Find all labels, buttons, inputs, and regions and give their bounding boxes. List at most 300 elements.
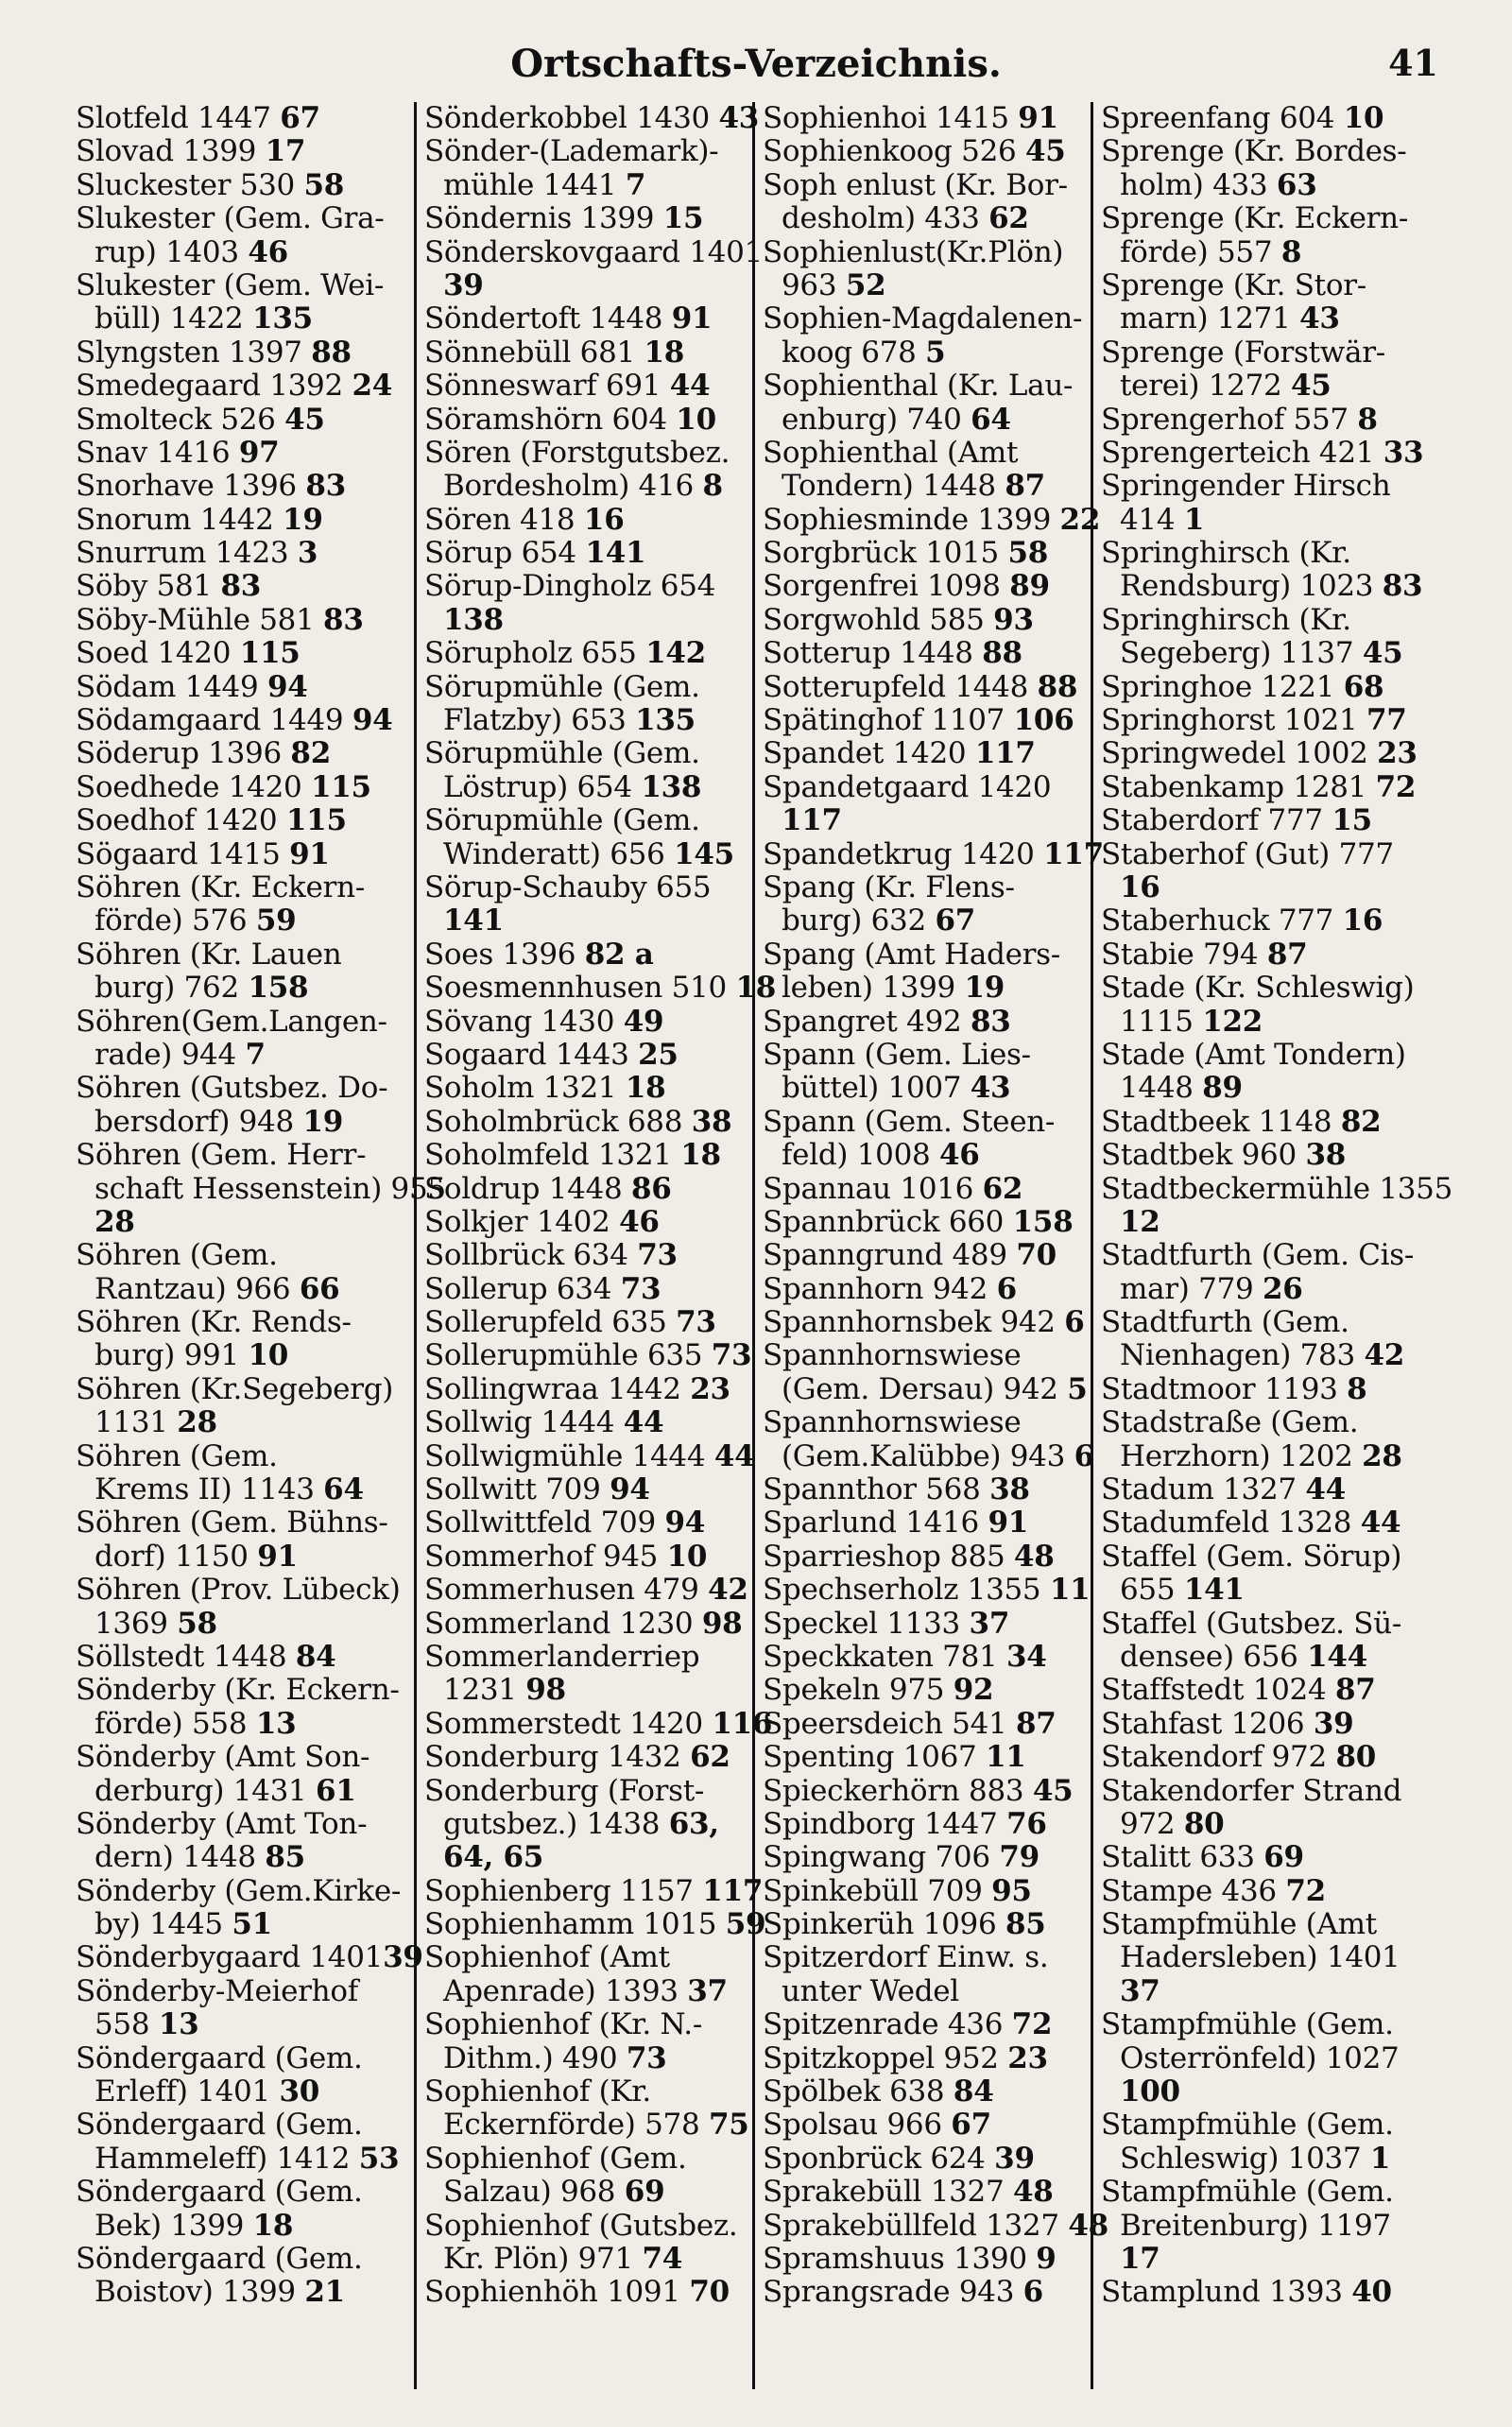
entry-text: Sögaard 1415 — [76, 836, 290, 871]
entry-number: 45 — [1024, 134, 1066, 169]
entry-number: 59 — [255, 904, 297, 938]
entry-number: 45 — [1032, 1773, 1074, 1808]
entry-text: Söhren (Gem. Bühns- — [76, 1506, 388, 1541]
entry-text: Sophienhof (Kr. N.- — [424, 2007, 703, 2042]
entry-number: 42 — [1364, 1338, 1404, 1373]
entry-line — [1101, 1072, 1432, 1105]
entry-number: 117 — [782, 803, 842, 838]
entry-number: 138 — [443, 602, 504, 637]
entry-line — [76, 135, 406, 168]
entry-number: 91 — [289, 836, 330, 871]
entry-text: Spandet 1420 — [763, 736, 975, 771]
entry-line — [76, 336, 406, 370]
entry-number: 83 — [323, 602, 364, 637]
entry-number: 16 — [583, 502, 625, 537]
entry-text: Spechserholz 1355 — [763, 1573, 1050, 1608]
entry-text: Slukester (Gem. Wei- — [76, 267, 385, 302]
entry-line — [1101, 2008, 1432, 2041]
entry-number: 6 — [996, 1271, 1017, 1306]
entry-text: Spekeln 975 — [763, 1673, 954, 1708]
entry-number: 117 — [1043, 836, 1104, 871]
entry-number: 46 — [938, 1138, 980, 1173]
entry-text: Breitenburg) 1197 — [1120, 2208, 1391, 2243]
entry-line — [1101, 1171, 1453, 1206]
entry-number: 69 — [1263, 1840, 1304, 1875]
entry-number: 77 — [1366, 703, 1407, 738]
entry-line — [1101, 1106, 1432, 1139]
entry-line — [424, 1006, 755, 1039]
entry-text: Södamgaard 1449 — [76, 703, 352, 738]
entry-text: Sörup-Schauby 655 — [424, 869, 712, 904]
entry-line — [763, 404, 1093, 437]
entry-line — [763, 704, 1093, 737]
entry-text: Sonderburg 1432 — [424, 1740, 691, 1775]
entry-line — [76, 236, 406, 269]
entry-line — [1101, 2042, 1432, 2075]
entry-number: 73 — [620, 1271, 662, 1306]
entry-text: Snurrum 1423 — [76, 536, 298, 571]
entry-text: Söramshörn 604 — [424, 402, 677, 437]
entry-text: Söderup 1396 — [76, 736, 291, 771]
entry-text: Söndergaard (Gem. — [76, 2175, 363, 2210]
entry-text: burg) 991 — [94, 1338, 249, 1373]
entry-text: Soedhof 1420 — [76, 803, 286, 838]
entry-line — [424, 2143, 755, 2176]
entry-line — [763, 1306, 1093, 1339]
entry-line — [763, 1039, 1093, 1072]
entry-text: Söndertoft 1448 — [424, 301, 672, 336]
entry-text: leben) 1399 — [782, 971, 965, 1006]
entry-text: Soholmfeld 1321 — [424, 1138, 681, 1173]
entry-line — [76, 637, 406, 670]
entry-number: 61 — [315, 1773, 356, 1808]
entry-line — [763, 1440, 1093, 1473]
entry-number: 87 — [1005, 469, 1045, 504]
entry-text: Sollingwraa 1442 — [424, 1371, 691, 1406]
entry-line — [1101, 771, 1432, 804]
entry-text: Stadstraße (Gem. — [1101, 1405, 1359, 1440]
entry-text: Staberhof (Gut) 777 — [1101, 836, 1394, 871]
column-4 — [1091, 101, 1453, 2389]
entry-text: 558 — [94, 2007, 159, 2042]
entry-text: Sollbrück 634 — [424, 1238, 638, 1273]
entry-text: Sören (Forstgutsbez. — [424, 435, 730, 470]
entry-line — [424, 404, 755, 437]
entry-text: Sommerhof 945 — [424, 1539, 667, 1574]
entry-number: 23 — [1007, 2040, 1048, 2075]
entry-text: Sophienhof (Gem. — [424, 2141, 687, 2176]
entry-line — [76, 1206, 406, 1239]
entry-number: 44 — [1305, 1472, 1346, 1507]
entry-text: koog 678 — [782, 335, 926, 370]
entry-line — [424, 1674, 755, 1707]
entry-number: 24 — [352, 369, 392, 404]
entry-text: Sprenge (Kr. Bordes- — [1101, 134, 1407, 169]
entry-number: 82 a — [584, 937, 654, 972]
entry-text: (Gem. Dersau) 942 — [782, 1371, 1068, 1406]
entry-text: Sollerupmühle 635 — [424, 1338, 712, 1373]
entry-line — [763, 502, 1101, 537]
entry-text: Sophienhof (Amt — [424, 1940, 670, 1975]
entry-text: Bordesholm) 416 — [443, 469, 703, 504]
entry-number: 72 — [1375, 769, 1417, 804]
entry-text: Soes 1396 — [424, 937, 585, 972]
entry-text: Sönderby-Meierhof — [76, 1973, 358, 2008]
entry-text: Soed 1420 — [76, 636, 240, 671]
entry-line — [76, 1373, 406, 1406]
entry-text: Sophienberg 1157 — [424, 1873, 703, 1908]
entry-line — [76, 1106, 406, 1139]
entry-text: Sönderby (Amt Son- — [76, 1740, 370, 1775]
entry-number: 98 — [525, 1673, 566, 1708]
entry-text: Söndergaard (Gem. — [76, 2040, 363, 2075]
entry-line — [763, 2176, 1093, 2209]
entry-text: Sörupmühle (Gem. — [424, 669, 700, 704]
entry-text: Slotfeld 1447 — [76, 101, 281, 135]
entry-line — [763, 938, 1093, 972]
entry-number: 23 — [690, 1371, 730, 1406]
entry-number: 83 — [305, 469, 346, 504]
entry-line — [76, 537, 406, 570]
entry-text: Speckkaten 781 — [763, 1639, 1006, 1674]
entry-line — [76, 1273, 406, 1306]
entry-line — [763, 437, 1093, 470]
entry-line — [76, 1406, 406, 1439]
entry-number: 38 — [1305, 1138, 1346, 1173]
entry-line — [1101, 604, 1432, 637]
entry-text: Sorgbrück 1015 — [763, 536, 1008, 571]
entry-number: 94 — [664, 1506, 705, 1541]
entry-text: förde) 576 — [94, 904, 256, 938]
entry-line — [424, 1306, 755, 1339]
entry-text: Spingwang 706 — [763, 1840, 1000, 1875]
entry-number: 13 — [255, 1706, 297, 1741]
entry-text: Spannbrück 660 — [763, 1204, 1013, 1239]
entry-line — [1101, 1373, 1432, 1406]
entry-line — [763, 637, 1093, 670]
entry-number: 62 — [988, 201, 1029, 236]
entry-line — [76, 2243, 406, 2276]
entry-number: 6 — [1022, 2275, 1043, 2310]
entry-line — [76, 1908, 406, 1941]
entry-line — [1101, 2176, 1432, 2209]
entry-line — [763, 2008, 1093, 2041]
entry-number: 11 — [1049, 1573, 1091, 1608]
entry-line — [424, 1072, 755, 1105]
entry-text: Spannhornswiese — [763, 1338, 1022, 1373]
entry-text: Speersdeich 541 — [763, 1706, 1017, 1741]
entry-line — [424, 771, 755, 804]
entry-line — [424, 1206, 755, 1239]
entry-number: 34 — [1006, 1639, 1047, 1674]
entry-line — [76, 838, 406, 871]
entry-text: Sommerland 1230 — [424, 1606, 702, 1641]
entry-text: Tondern) 1448 — [782, 469, 1005, 504]
entry-number: 84 — [295, 1639, 336, 1674]
entry-text: Söhren (Gem. — [76, 1238, 278, 1273]
entry-number: 30 — [279, 2074, 319, 2109]
entry-line — [76, 904, 406, 938]
entry-line — [1101, 1506, 1432, 1540]
entry-number: 13 — [158, 2007, 199, 2042]
entry-number: 19 — [964, 971, 1005, 1006]
entry-text: Sprangsrade 943 — [763, 2275, 1023, 2310]
entry-text: Stade (Amt Tondern) — [1101, 1037, 1406, 1072]
entry-number: 87 — [1334, 1673, 1376, 1708]
entry-text: Winderatt) 656 — [443, 836, 675, 871]
entry-text: Staberdorf 777 — [1101, 803, 1332, 838]
entry-text: Spandetkrug 1420 — [763, 836, 1044, 871]
entry-text: desholm) 433 — [782, 201, 989, 236]
entry-text: Spreenfang 604 — [1101, 101, 1344, 135]
page-number: 41 — [1388, 42, 1438, 84]
entry-line — [76, 370, 406, 403]
entry-text: Sophienthal (Kr. Lau- — [763, 369, 1074, 404]
entry-line — [424, 101, 760, 135]
entry-text: förde) 557 — [1120, 234, 1281, 269]
entry-text: Sophien-Magdalenen- — [763, 301, 1083, 336]
entry-line — [76, 1608, 406, 1641]
entry-number: 58 — [177, 1606, 217, 1641]
entry-line — [424, 234, 763, 269]
entry-text: Soph enlust (Kr. Bor- — [763, 167, 1068, 202]
entry-number: 82 — [1340, 1104, 1382, 1139]
entry-number: 10 — [676, 402, 716, 437]
entry-line — [424, 1373, 755, 1406]
entry-number: 15 — [1332, 803, 1372, 838]
entry-number: 37 — [969, 1606, 1010, 1641]
entry-text: Sören 418 — [424, 502, 584, 537]
entry-line — [1101, 904, 1432, 938]
entry-line — [763, 804, 1093, 837]
entry-number: 21 — [304, 2275, 345, 2310]
entry-text: Spinkerüh 1096 — [763, 1907, 1005, 1942]
entry-text: Sollwittfeld 709 — [424, 1506, 665, 1541]
entry-text: Spölbek 638 — [763, 2074, 954, 2109]
entry-text: marn) 1271 — [1120, 301, 1300, 336]
entry-line — [424, 302, 755, 336]
entry-text: Sollwitt 709 — [424, 1472, 610, 1507]
entry-text: Sponbrück 624 — [763, 2141, 995, 2176]
entry-line — [76, 1841, 406, 1874]
entry-text: 655 — [1120, 1573, 1184, 1608]
entry-text: Staffstedt 1024 — [1101, 1673, 1335, 1708]
entry-line — [763, 169, 1093, 202]
entry-line — [76, 1708, 406, 1741]
entry-text: Erleff) 1401 — [94, 2074, 280, 2109]
entry-line — [763, 1875, 1093, 1908]
entry-number: 5 — [925, 335, 946, 370]
entry-number: 64 — [323, 1472, 364, 1507]
entry-text: Sophienhamm 1015 — [424, 1907, 726, 1942]
entry-number: 67 — [935, 904, 975, 938]
entry-line — [763, 836, 1104, 871]
entry-number: 59 — [725, 1907, 766, 1942]
entry-line — [763, 1975, 1093, 2008]
entry-line — [1101, 1941, 1432, 1974]
entry-line — [1101, 236, 1432, 269]
entry-text: schaft Hessenstein) 955 — [94, 1171, 446, 1206]
entry-line — [1101, 1841, 1432, 1874]
entry-number: 88 — [311, 335, 352, 370]
entry-text: Stamplund 1393 — [1101, 2275, 1352, 2310]
entry-text: Osterrönfeld) 1027 — [1120, 2040, 1400, 2075]
entry-number: 73 — [626, 2040, 667, 2075]
entry-text: Sommerhusen 479 — [424, 1573, 709, 1608]
entry-line — [424, 169, 755, 202]
entry-line — [424, 570, 755, 603]
entry-number: 16 — [1342, 904, 1383, 938]
entry-text: Söby 581 — [76, 569, 221, 604]
entry-text: Hammeleff) 1412 — [94, 2141, 359, 2176]
entry-line — [424, 1907, 766, 1942]
entry-line — [424, 1873, 764, 1908]
entry-text: Solkjer 1402 — [424, 1204, 620, 1239]
entry-number: 83 — [220, 569, 261, 604]
entry-text: Stampe 436 — [1101, 1873, 1286, 1908]
entry-number: 39 — [383, 1940, 423, 1975]
entry-line — [424, 2276, 755, 2309]
entry-number: 158 — [1012, 1204, 1074, 1239]
entry-number: 64, 65 — [443, 1840, 544, 1875]
entry-number: 83 — [970, 1004, 1011, 1039]
entry-line — [424, 904, 755, 938]
entry-number: 22 — [1059, 502, 1101, 537]
entry-line — [76, 2176, 406, 2209]
entry-line — [76, 1039, 406, 1072]
entry-number: 91 — [988, 1506, 1029, 1541]
entry-text: Spann (Gem. Lies- — [763, 1037, 1031, 1072]
entry-number: 23 — [1377, 736, 1418, 771]
entry-text: Stakendorf 972 — [1101, 1740, 1336, 1775]
entry-number: 91 — [257, 1539, 298, 1574]
entry-line — [76, 737, 406, 770]
entry-line — [76, 1674, 406, 1707]
entry-line — [1101, 1574, 1432, 1607]
entry-line — [763, 737, 1093, 770]
entry-text: Söhren (Kr. Lauen — [76, 937, 342, 972]
entry-line — [763, 1406, 1093, 1439]
entry-text: Sluckester 530 — [76, 167, 304, 202]
entry-text: Slukester (Gem. Gra- — [76, 201, 385, 236]
entry-text: Sophienhof (Kr. — [424, 2074, 651, 2109]
entry-number: 115 — [311, 769, 371, 804]
entry-line — [76, 1506, 406, 1540]
entry-number: 45 — [284, 402, 325, 437]
entry-number: 84 — [953, 2074, 994, 2109]
entry-number: 98 — [701, 1606, 743, 1641]
entry-line — [424, 504, 755, 537]
entry-text: Springhoe 1221 — [1101, 669, 1344, 704]
entry-text: Dithm.) 490 — [443, 2040, 627, 2075]
entry-number: 28 — [177, 1405, 217, 1440]
entry-number: 145 — [674, 836, 734, 871]
entry-text: Spandetgaard 1420 — [763, 769, 1052, 804]
entry-line — [424, 1239, 755, 1272]
entry-text: 1131 — [94, 1405, 178, 1440]
entry-number: 97 — [238, 435, 280, 470]
entry-line — [763, 1173, 1093, 1206]
entry-line — [424, 2210, 755, 2243]
entry-line — [424, 737, 755, 770]
entry-line — [424, 1975, 755, 2008]
entry-text: feld) 1008 — [782, 1138, 939, 1173]
entry-line — [424, 2243, 755, 2276]
entry-line — [1101, 1608, 1432, 1641]
entry-text: Sorgwohld 585 — [763, 602, 994, 637]
entry-number: 106 — [1013, 703, 1074, 738]
entry-line — [76, 2109, 406, 2142]
entry-number: 91 — [1018, 101, 1058, 135]
entry-number: 116 — [712, 1706, 773, 1741]
entry-line — [1101, 1039, 1432, 1072]
entry-text: Södam 1449 — [76, 669, 267, 704]
entry-line — [1101, 570, 1432, 603]
entry-number: 89 — [1202, 1071, 1243, 1106]
entry-number: 80 — [1335, 1740, 1376, 1775]
entry-number: 12 — [1120, 1204, 1160, 1239]
entry-number: 73 — [711, 1338, 752, 1373]
entry-number: 49 — [623, 1004, 664, 1039]
entry-text: Sotterup 1448 — [763, 636, 983, 671]
entry-number: 93 — [993, 602, 1034, 637]
entry-line — [763, 336, 1093, 370]
entry-number: 6 — [1074, 1438, 1094, 1473]
entry-text: Sophienkoog 526 — [763, 134, 1025, 169]
entry-text: Stadtbek 960 — [1101, 1138, 1306, 1173]
page-header — [0, 36, 1512, 93]
entry-line — [1101, 1541, 1432, 1574]
entry-text: förde) 558 — [94, 1706, 256, 1741]
entry-text: Soholm 1321 — [424, 1071, 626, 1106]
entry-line — [424, 537, 755, 570]
entry-number: 26 — [1262, 1271, 1303, 1306]
entry-line — [1101, 302, 1432, 336]
entry-text: dorf) 1150 — [94, 1539, 258, 1574]
entry-text: dern) 1448 — [94, 1840, 266, 1875]
entry-line — [424, 704, 755, 737]
entry-text: Sörupholz 655 — [424, 636, 646, 671]
entry-text: Söhren (Kr. Eckern- — [76, 869, 365, 904]
entry-line — [1101, 938, 1432, 972]
entry-number: 117 — [702, 1873, 764, 1908]
entry-line — [1101, 269, 1432, 302]
entry-number: 83 — [1382, 569, 1423, 604]
entry-number: 85 — [265, 1840, 305, 1875]
entry-text: Söhren (Kr. Rends- — [76, 1305, 352, 1340]
entry-line — [1101, 202, 1432, 235]
entry-number: 48 — [1013, 1539, 1055, 1574]
entry-text: Sophienlust(Kr.Plön) — [763, 234, 1064, 269]
entry-line — [76, 1875, 406, 1908]
entry-line — [1101, 1206, 1432, 1239]
entry-number: 18 — [252, 2208, 294, 2243]
entry-text: Springender Hirsch — [1101, 469, 1391, 504]
entry-line — [763, 2143, 1093, 2176]
entry-line — [763, 202, 1093, 235]
entry-line — [76, 1808, 406, 1841]
entry-text: Stabie 794 — [1101, 937, 1267, 972]
column-1 — [76, 101, 446, 2389]
entry-text: Spramshuus 1390 — [763, 2242, 1037, 2276]
entry-line — [424, 1106, 755, 1139]
entry-number: 10 — [666, 1539, 708, 1574]
entry-number: 17 — [1120, 2242, 1160, 2276]
entry-text: Söhren (Gem. — [76, 1438, 278, 1473]
entry-line — [1101, 370, 1432, 403]
entry-text: Spannhornsbek 942 — [763, 1305, 1065, 1340]
entry-text: Bek) 1399 — [94, 2208, 253, 2243]
